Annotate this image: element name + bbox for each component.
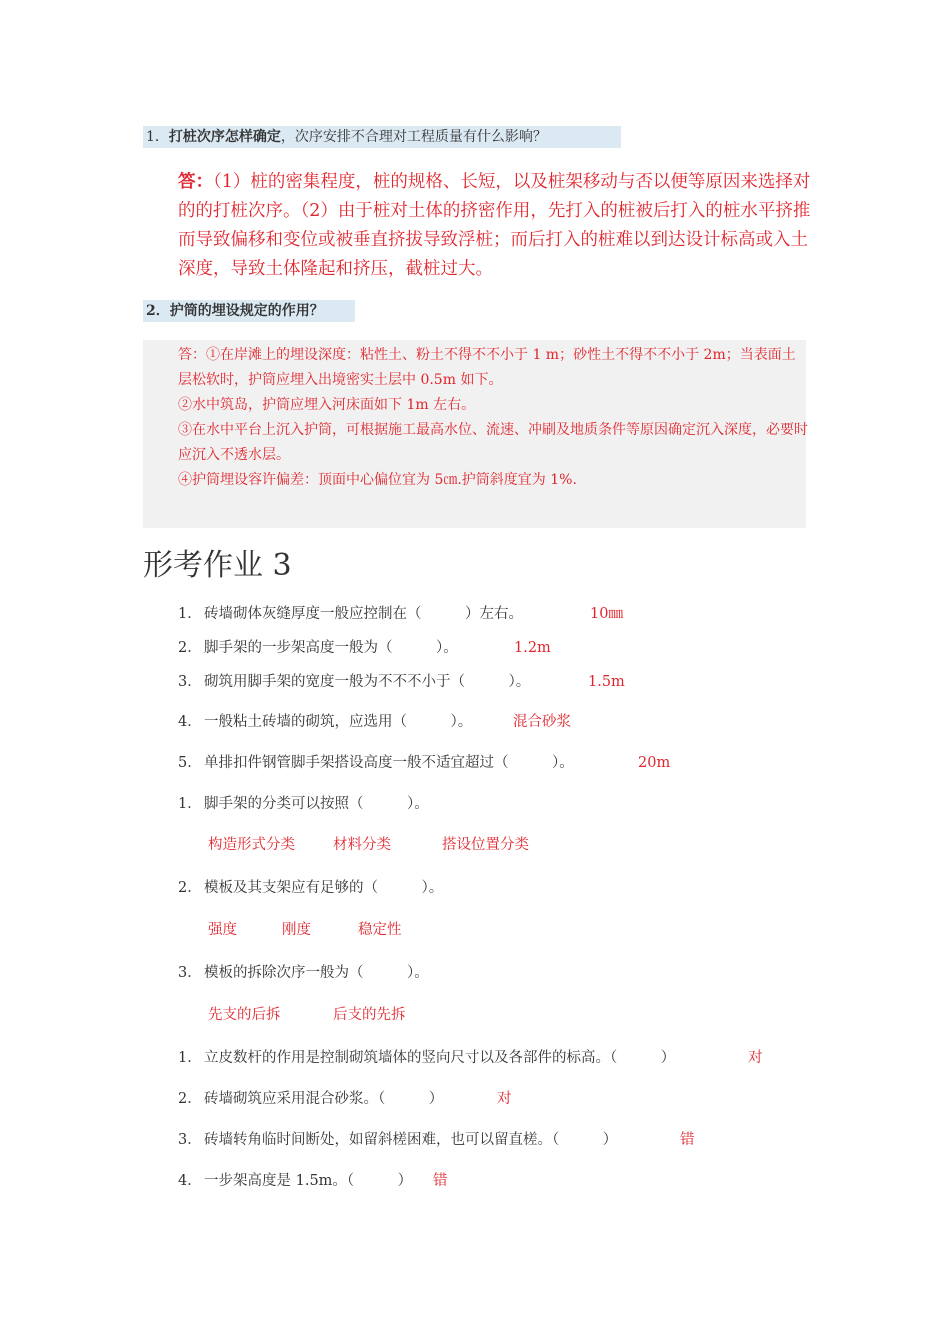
judge-question: 1． 立皮数杆的作用是控制砌筑墙体的竖向尺寸以及各部件的标高。（ ） (178, 1050, 676, 1066)
option: 稳定性 (358, 922, 402, 938)
fill-question: 3． 砌筑用脚手架的宽度一般为不不不小于（ ）。 (178, 674, 531, 690)
fill-question: 2． 脚手架的一步架高度一般为（ ）。 (178, 640, 458, 656)
question-1-title: 1．打桩次序怎样确定，次序安排不合理对工程质量有什么影响？ (146, 129, 547, 145)
question-2-title: 2．护筒的埋设规定的作用？ (146, 303, 324, 319)
answer-line: 答：①在岸滩上的埋设深度：粘性土、粉土不得不不小于 1 m；砂性土不得不不小于 2m；当表面土层松软时，护筒应埋入出境密实土层中 0.5m 如下。 (178, 347, 796, 388)
answer-line: ④护筒埋设容许偏差：顶面中心偏位宜为 5㎝.护筒斜度宜为 1%. (178, 472, 577, 488)
section-heading: 形考作业 3 (143, 548, 292, 583)
fill-answer: 20m (638, 755, 671, 771)
option: 刚度 (282, 922, 311, 938)
answer-line: ③在水中平台上沉入护筒，可根据施工最高水位、流速、冲刷及地质条件等原因确定沉入深度，必要时应沉入不透水层。 (178, 422, 808, 463)
question-1-bold: 打桩次序怎样确定 (168, 129, 281, 145)
question-2-answer (143, 343, 808, 493)
judge-question: 3． 砖墙转角临时间断处，如留斜槎困难，也可以留直槎。（ ） (178, 1132, 618, 1148)
judge-answer: 对 (748, 1050, 763, 1066)
option: 构造形式分类 (208, 837, 295, 853)
multi-question: 1． 脚手架的分类可以按照（ ）。 (178, 796, 429, 812)
fill-answer: 1.5m (588, 674, 625, 690)
judge-question: 4． 一步架高度是 1.5m。（ ） (178, 1173, 413, 1189)
judge-question: 2． 砖墙砌筑应采用混合砂浆。（ ） (178, 1091, 444, 1107)
fill-answer: 1.2m (514, 640, 551, 656)
option: 搭设位置分类 (442, 837, 529, 853)
fill-question: 5． 单排扣件钢管脚手架搭设高度一般不适宜超过（ ）。 (178, 755, 574, 771)
question-1-answer: 答：（1）桩的密集程度，桩的规格、长短，以及桩架移动与否以便等原因来选择对的的打桩次序。（2）由于桩对土体的挤密作用，先打入的桩被后打入的桩水平挤推而导致偏移和变位或被垂直挤拔导致浮桩；而后打入的桩难以到达设计标高或入土深度，导致土体隆起和挤压，截桩过大。 (178, 172, 811, 279)
answer-line: ②水中筑岛，护筒应埋入河床面如下 1m 左右。 (178, 397, 476, 413)
judge-answer: 对 (497, 1091, 512, 1107)
judge-answer: 错 (433, 1173, 448, 1189)
fill-answer: 混合砂浆 (513, 714, 571, 730)
option: 强度 (208, 922, 237, 938)
option: 材料分类 (333, 837, 391, 853)
answer-label: 答： (178, 172, 213, 192)
multi-question: 2． 模板及其支架应有足够的（ ）。 (178, 880, 444, 896)
fill-question: 1． 砖墙砌体灰缝厚度一般应控制在（ ）左右。 (178, 606, 523, 622)
option: 后支的先拆 (333, 1007, 406, 1023)
fill-answer: 10㎜ (590, 606, 623, 622)
multi-question: 3． 模板的拆除次序一般为（ ）。 (178, 965, 429, 981)
judge-answer: 错 (680, 1132, 695, 1148)
option: 先支的后拆 (208, 1007, 281, 1023)
fill-question: 4． 一般粘土砖墙的砌筑，应选用（ ）。 (178, 714, 473, 730)
